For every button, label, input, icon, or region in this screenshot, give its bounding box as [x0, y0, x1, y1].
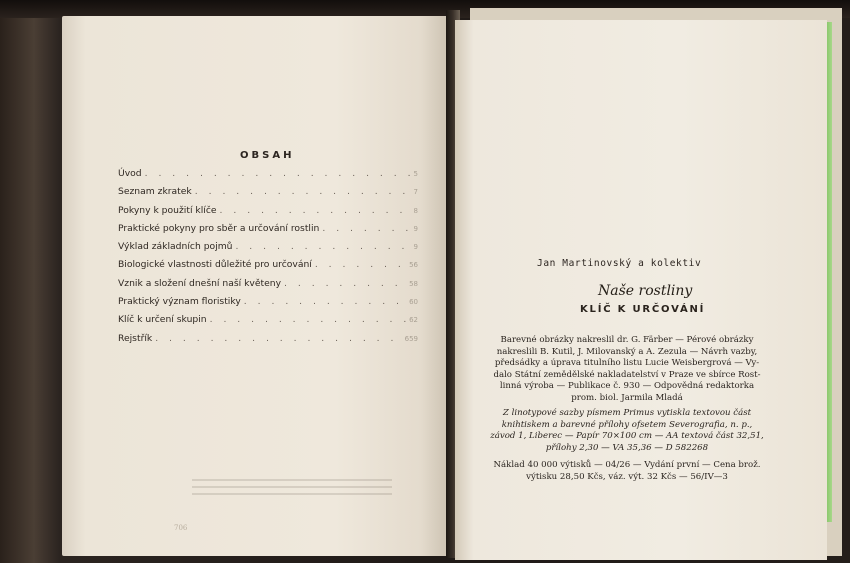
leader-dots	[145, 168, 411, 179]
toc-entry-page: 659	[404, 334, 418, 343]
toc-entry	[118, 314, 418, 332]
leader-dots	[322, 223, 410, 234]
print-info-block	[477, 408, 777, 454]
table-of-contents	[118, 168, 418, 351]
book-subtitle: KLÍČ K URČOVÁNÍ	[580, 304, 706, 315]
toc-entry-label: Vznik a složení dnešní naší květeny	[118, 277, 282, 289]
toc-entry-label: Rejstřík	[118, 332, 153, 344]
toc-entry	[118, 223, 418, 241]
edition-block	[477, 460, 777, 483]
toc-entry-label: Praktický význam floristiky	[118, 296, 241, 308]
toc-entry-page: 8	[413, 206, 418, 215]
toc-entry-label: Seznam zkratek	[118, 186, 192, 198]
toc-entry-page: 9	[413, 224, 418, 233]
toc-entry-label: Úvod	[118, 168, 142, 179]
show-through-text	[192, 474, 392, 504]
toc-entry	[118, 333, 418, 351]
credits-line: nakreslili B. Kutil, J. Milovanský a A. Zezula — Návrh vazby,	[496, 346, 758, 357]
toc-entry-page: 58	[409, 279, 418, 288]
page-number: 706	[174, 524, 188, 532]
toc-entry	[118, 278, 418, 296]
toc-entry	[118, 186, 418, 204]
toc-entry	[118, 259, 418, 277]
print-line: přílohy 2,30 — VA 35,36 — D 582268	[545, 442, 709, 453]
toc-entry-label: Pokyny k použití klíče	[118, 204, 217, 216]
right-page	[455, 20, 827, 560]
author-line: Jan Martinovský a kolektiv	[537, 258, 702, 269]
book-title: Naše rostliny	[598, 283, 693, 299]
edition-line: Náklad 40 000 výtisků — 04/26 — Vydání první — Cena brož.	[493, 460, 761, 470]
leader-dots	[220, 205, 411, 216]
toc-entry-label: Biologické vlastnosti důležité pro určování	[118, 259, 312, 271]
edition-line: výtisku 28,50 Kčs, váz. výt. 32 Kčs — 56/IV—3	[526, 471, 728, 482]
credits-line: Barevné obrázky nakreslil dr. G. Färber — Pérové obrázky	[500, 335, 754, 345]
toc-entry-page: 7	[413, 188, 418, 197]
credits-block	[477, 335, 777, 404]
leader-dots	[195, 186, 411, 197]
toc-entry-page: 62	[409, 316, 418, 325]
toc-entry	[118, 168, 418, 186]
credits-line: dalo Státní zemědělské nakladatelství v Praze ve sbírce Rost-	[493, 369, 761, 380]
toc-entry-label: Praktické pokyny pro sběr a určování rostlin	[118, 222, 320, 234]
toc-entry	[118, 205, 418, 223]
toc-entry-page: 9	[413, 243, 418, 252]
leader-dots	[244, 296, 406, 307]
toc-entry-label: Výklad základních pojmů	[118, 241, 233, 253]
leader-dots	[155, 333, 401, 344]
print-line: Z linotypové sazby písmem Primus vytiskla textovou část	[502, 408, 752, 418]
toc-entry-label: Klíč k určení skupin	[118, 314, 207, 326]
toc-entry	[118, 241, 418, 259]
toc-heading: OBSAH	[240, 150, 295, 161]
leader-dots	[315, 259, 406, 270]
leader-dots	[284, 278, 406, 289]
credits-line: předsádky a úprava titulního listu Lucie Weisbergrová — Vy-	[494, 358, 760, 368]
leader-dots	[210, 314, 406, 325]
toc-entry-page: 56	[409, 261, 418, 270]
leader-dots	[235, 241, 410, 252]
credits-line: linná výroba — Publikace č. 930 — Odpovědná redaktorka	[499, 381, 755, 391]
toc-entry-page: 5	[413, 170, 418, 178]
toc-entry	[118, 296, 418, 314]
toc-entry-page: 60	[409, 298, 418, 307]
print-line: závod 1, Liberec — Papír 70×100 cm — AA textová část 32,51,	[490, 431, 764, 441]
print-line: knihtiskem a barevné přílohy ofsetem Severografia, n. p.,	[501, 419, 753, 430]
left-page	[62, 16, 452, 556]
credits-line: prom. biol. Jarmila Mladá	[571, 392, 683, 403]
